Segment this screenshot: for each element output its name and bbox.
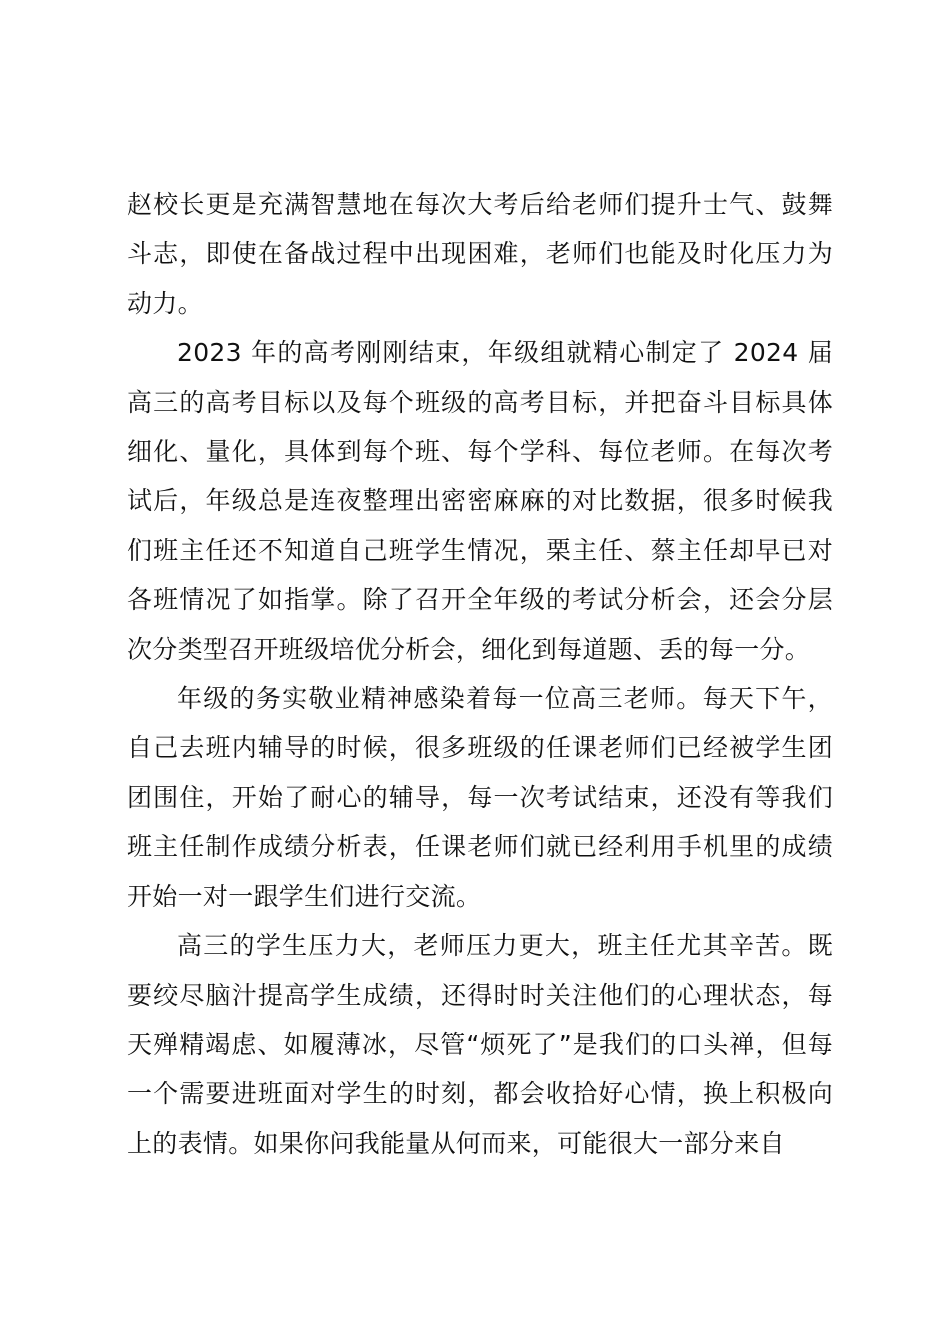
paragraph-2: 2023 年的高考刚刚结束，年级组就精心制定了 2024 届高三的高考目标以及每个班级的高考目标，并把奋斗目标具体细化、量化，具体到每个班、每个学科、每位老师。在每次考试后，年级总是连夜整理出密密麻麻的对比数据，很多时候我们班主任还不知道自己班学生情况，栗主任、蔡主任却早已对各班情况了如指掌。除了召开全年级的考试分析会，还会分层次分类型召开班级培优分析会，细化到每道题、丢的每一分。 bbox=[127, 338, 833, 664]
paragraph-4: 高三的学生压力大，老师压力更大，班主任尤其辛苦。既要绞尽脑汁提高学生成绩，还得时时关注他们的心理状态，每天殚精竭虑、如履薄冰，尽管“烦死了”是我们的口头禅，但每一个需要进班面对学生的时刻，都会收拾好心情，换上积极向上的表情。如果你问我能量从何而来，可能很大一部分来自 bbox=[127, 931, 833, 1158]
paragraph-3: 年级的务实敬业精神感染着每一位高三老师。每天下午，自己去班内辅导的时候，很多班级的任课老师们已经被学生团团围住，开始了耐心的辅导，每一次考试结束，还没有等我们班主任制作成绩分析表，任课老师们就已经利用手机里的成绩开始一对一跟学生们进行交流。 bbox=[127, 684, 833, 911]
paragraph-1: 赵校长更是充满智慧地在每次大考后给老师们提升士气、鼓舞斗志，即使在备战过程中出现困难，老师们也能及时化压力为动力。 bbox=[127, 190, 833, 318]
document-body bbox=[127, 180, 833, 1168]
